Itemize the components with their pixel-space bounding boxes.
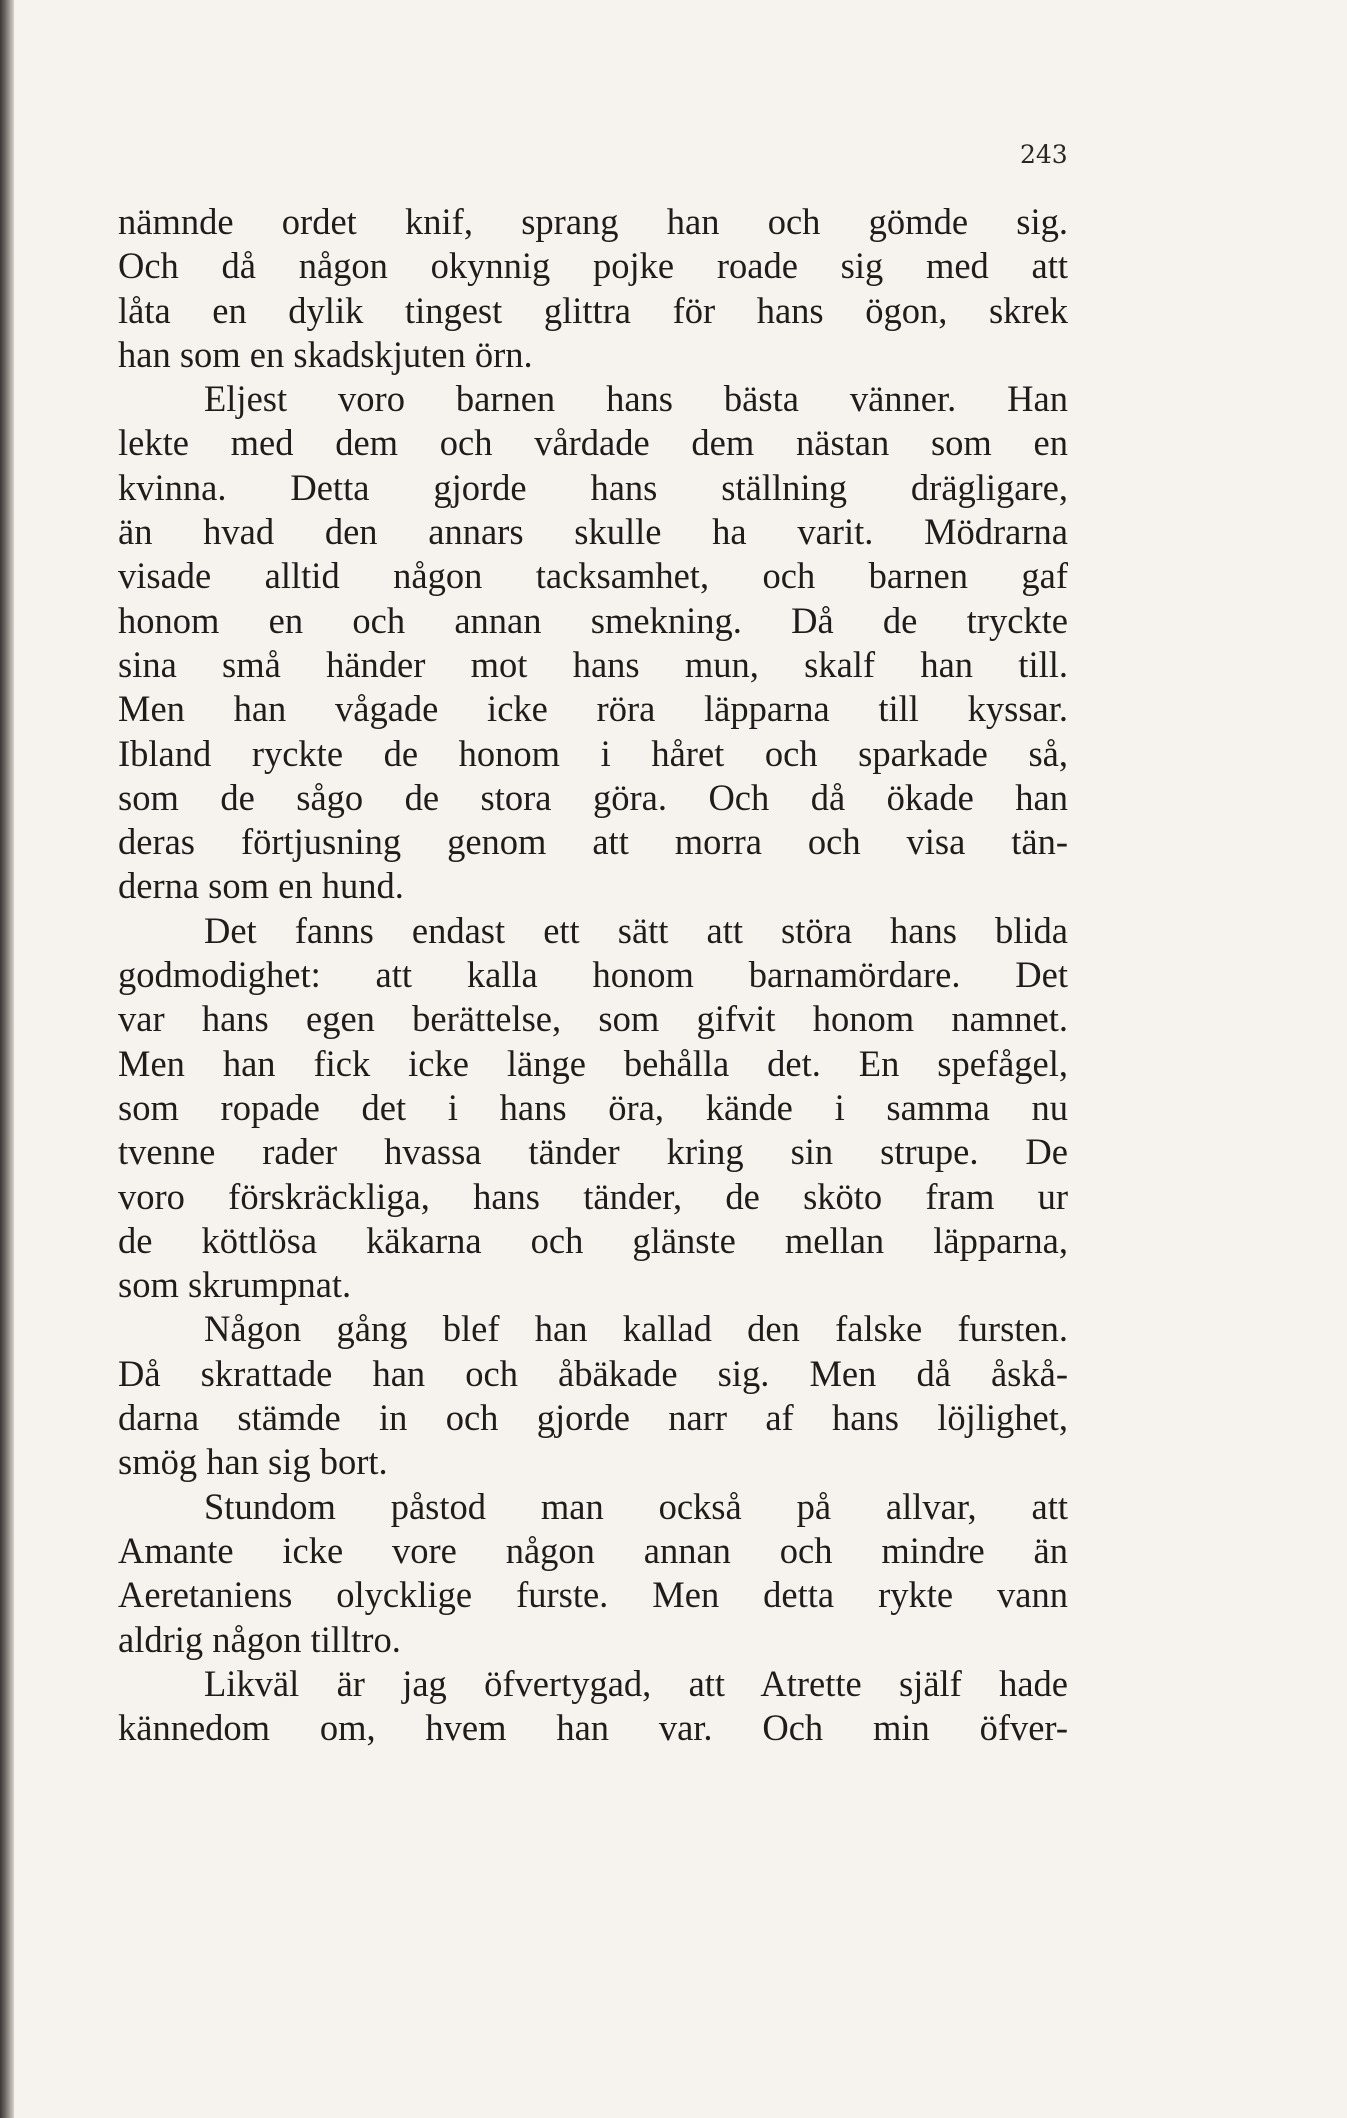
text-line: derna som en hund.	[118, 865, 404, 907]
text-line: var hans egen berättelse, som gifvit honom namnet.	[118, 998, 1068, 1040]
text-line: kvinna. Detta gjorde hans ställning drägligare,	[118, 466, 1068, 508]
text-line: han som en skadskjuten örn.	[118, 333, 533, 375]
text-line: än hvad den annars skulle ha varit. Mödrarna	[118, 511, 1068, 553]
page-number: 243	[1020, 140, 1068, 169]
text-line: deras förtjusning genom att morra och visa tän-	[118, 821, 1068, 863]
text-line: smög han sig bort.	[118, 1441, 388, 1483]
text-line: som de sågo de stora göra. Och då ökade han	[118, 776, 1068, 818]
text-line: Och då någon okynnig pojke roade sig med att	[118, 245, 1068, 287]
text-line: Men han fick icke länge behålla det. En spefågel,	[118, 1042, 1068, 1084]
body-text	[118, 200, 1068, 1750]
text-line: aldrig någon tilltro.	[118, 1618, 401, 1660]
text-line: sina små händer mot hans mun, skalf han till.	[118, 643, 1068, 685]
text-line: darna stämde in och gjorde narr af hans löjlighet,	[118, 1397, 1068, 1439]
text-line: tvenne rader hvassa tänder kring sin strupe. De	[118, 1131, 1068, 1173]
text-line: de köttlösa käkarna och glänste mellan läpparna,	[118, 1219, 1068, 1261]
text-line: voro förskräckliga, hans tänder, de sköto fram ur	[118, 1175, 1068, 1217]
text-line: Eljest voro barnen hans bästa vänner. Han	[204, 378, 1068, 420]
text-line: Det fanns endast ett sätt att störa hans blida	[204, 909, 1068, 951]
text-line: låta en dylik tingest glittra för hans ögon, skrek	[118, 289, 1068, 331]
text-line: Amante icke vore någon annan och mindre än	[118, 1529, 1068, 1571]
text-line: Likväl är jag öfvertygad, att Atrette själf hade	[204, 1662, 1068, 1704]
text-line: som skrumpnat.	[118, 1264, 352, 1306]
text-line: Stundom påstod man också på allvar, att	[204, 1485, 1068, 1527]
text-line: Då skrattade han och åbäkade sig. Men då åskå-	[118, 1352, 1068, 1394]
text-line: godmodighet: att kalla honom barnamördare. Det	[118, 954, 1068, 996]
text-line: som ropade det i hans öra, kände i samma nu	[118, 1086, 1068, 1128]
text-line: Men han vågade icke röra läpparna till kyssar.	[118, 688, 1068, 730]
text-line: nämnde ordet knif, sprang han och gömde sig.	[118, 201, 1068, 242]
text-line: Någon gång blef han kallad den falske fursten.	[204, 1308, 1068, 1350]
text-line: honom en och annan smekning. Då de tryckte	[118, 599, 1068, 641]
text-line: visade alltid någon tacksamhet, och barnen gaf	[118, 555, 1068, 597]
text-line: Ibland ryckte de honom i håret och sparkade så,	[118, 732, 1068, 774]
text-line: kännedom om, hvem han var. Och min öfver-	[118, 1707, 1068, 1749]
text-line: lekte med dem och vårdade dem nästan som en	[118, 422, 1068, 464]
text-line: Aeretaniens olycklige furste. Men detta rykte vann	[118, 1574, 1068, 1616]
binding-shadow	[0, 0, 14, 2118]
